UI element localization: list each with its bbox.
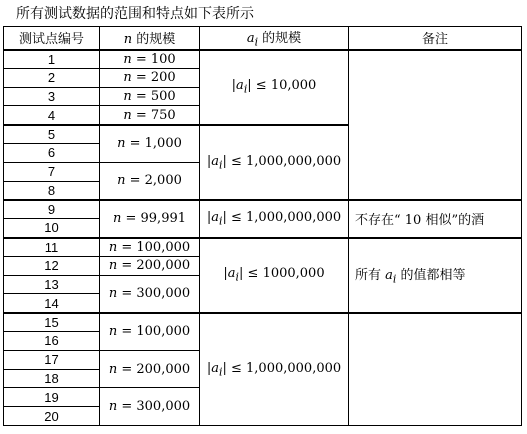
n-cell: n = 500 xyxy=(100,87,200,106)
a-bound-cell: $|a_i| \le 1,000,000,000$ xyxy=(200,125,349,200)
n-cell: n = 100,000 xyxy=(100,313,200,351)
test-id-cell: 17 xyxy=(4,350,100,369)
test-data-table xyxy=(3,26,522,426)
test-id-cell: 3 xyxy=(4,87,100,106)
test-id-cell: 20 xyxy=(4,407,100,426)
test-id-cell: 14 xyxy=(4,294,100,313)
table-row xyxy=(4,50,522,69)
a-bound-cell: $|a_i| \le 1000,000$ xyxy=(200,238,349,313)
header-a-scale: $a_i$ 的规模 xyxy=(200,27,349,50)
test-id-cell: 13 xyxy=(4,275,100,294)
note-cell: 所有 $a_i$ 的值都相等 xyxy=(349,238,522,313)
n-cell: n = 2,000 xyxy=(100,162,200,200)
test-id-cell: 18 xyxy=(4,369,100,388)
a-bound-cell: $|a_i| \le 1,000,000,000$ xyxy=(200,313,349,426)
test-id-cell: 2 xyxy=(4,68,100,87)
test-id-cell: 4 xyxy=(4,106,100,125)
note-cell-empty xyxy=(349,50,522,200)
n-cell: n = 1,000 xyxy=(100,125,200,163)
test-id-cell: 16 xyxy=(4,332,100,351)
test-id-cell: 6 xyxy=(4,144,100,163)
test-id-cell: 8 xyxy=(4,181,100,200)
n-cell: n = 750 xyxy=(100,106,200,125)
n-cell: n = 100 xyxy=(100,50,200,69)
n-cell: n = 300,000 xyxy=(100,275,200,313)
a-bound-cell: $|a_i| \le 10,000$ xyxy=(200,50,349,125)
test-id-cell: 5 xyxy=(4,125,100,144)
header-n-scale: n 的规模 xyxy=(100,27,200,50)
test-id-cell: 9 xyxy=(4,200,100,219)
test-id-cell: 19 xyxy=(4,388,100,407)
test-id-cell: 1 xyxy=(4,50,100,69)
n-cell: n = 100,000 xyxy=(100,238,200,257)
table-header-row xyxy=(4,27,522,50)
table-row xyxy=(4,238,522,257)
table-row xyxy=(4,313,522,332)
n-cell: n = 300,000 xyxy=(100,388,200,426)
header-test-id: 测试点编号 xyxy=(4,27,100,50)
header-notes: 备注 xyxy=(349,27,522,50)
test-id-cell: 7 xyxy=(4,162,100,181)
n-cell: n = 200 xyxy=(100,68,200,87)
a-bound-cell: $|a_i| \le 1,000,000,000$ xyxy=(200,200,349,238)
note-cell: 不存在“ 10 相似”的酒 xyxy=(349,200,522,238)
test-id-cell: 11 xyxy=(4,238,100,257)
n-cell: n = 99,991 xyxy=(100,200,200,238)
test-id-cell: 12 xyxy=(4,256,100,275)
test-id-cell: 10 xyxy=(4,219,100,238)
n-cell: n = 200,000 xyxy=(100,256,200,275)
table-row xyxy=(4,200,522,219)
intro-text: 所有测试数据的范围和特点如下表所示 xyxy=(16,6,254,22)
n-cell: n = 200,000 xyxy=(100,350,200,388)
test-id-cell: 15 xyxy=(4,313,100,332)
note-cell-empty xyxy=(349,313,522,426)
